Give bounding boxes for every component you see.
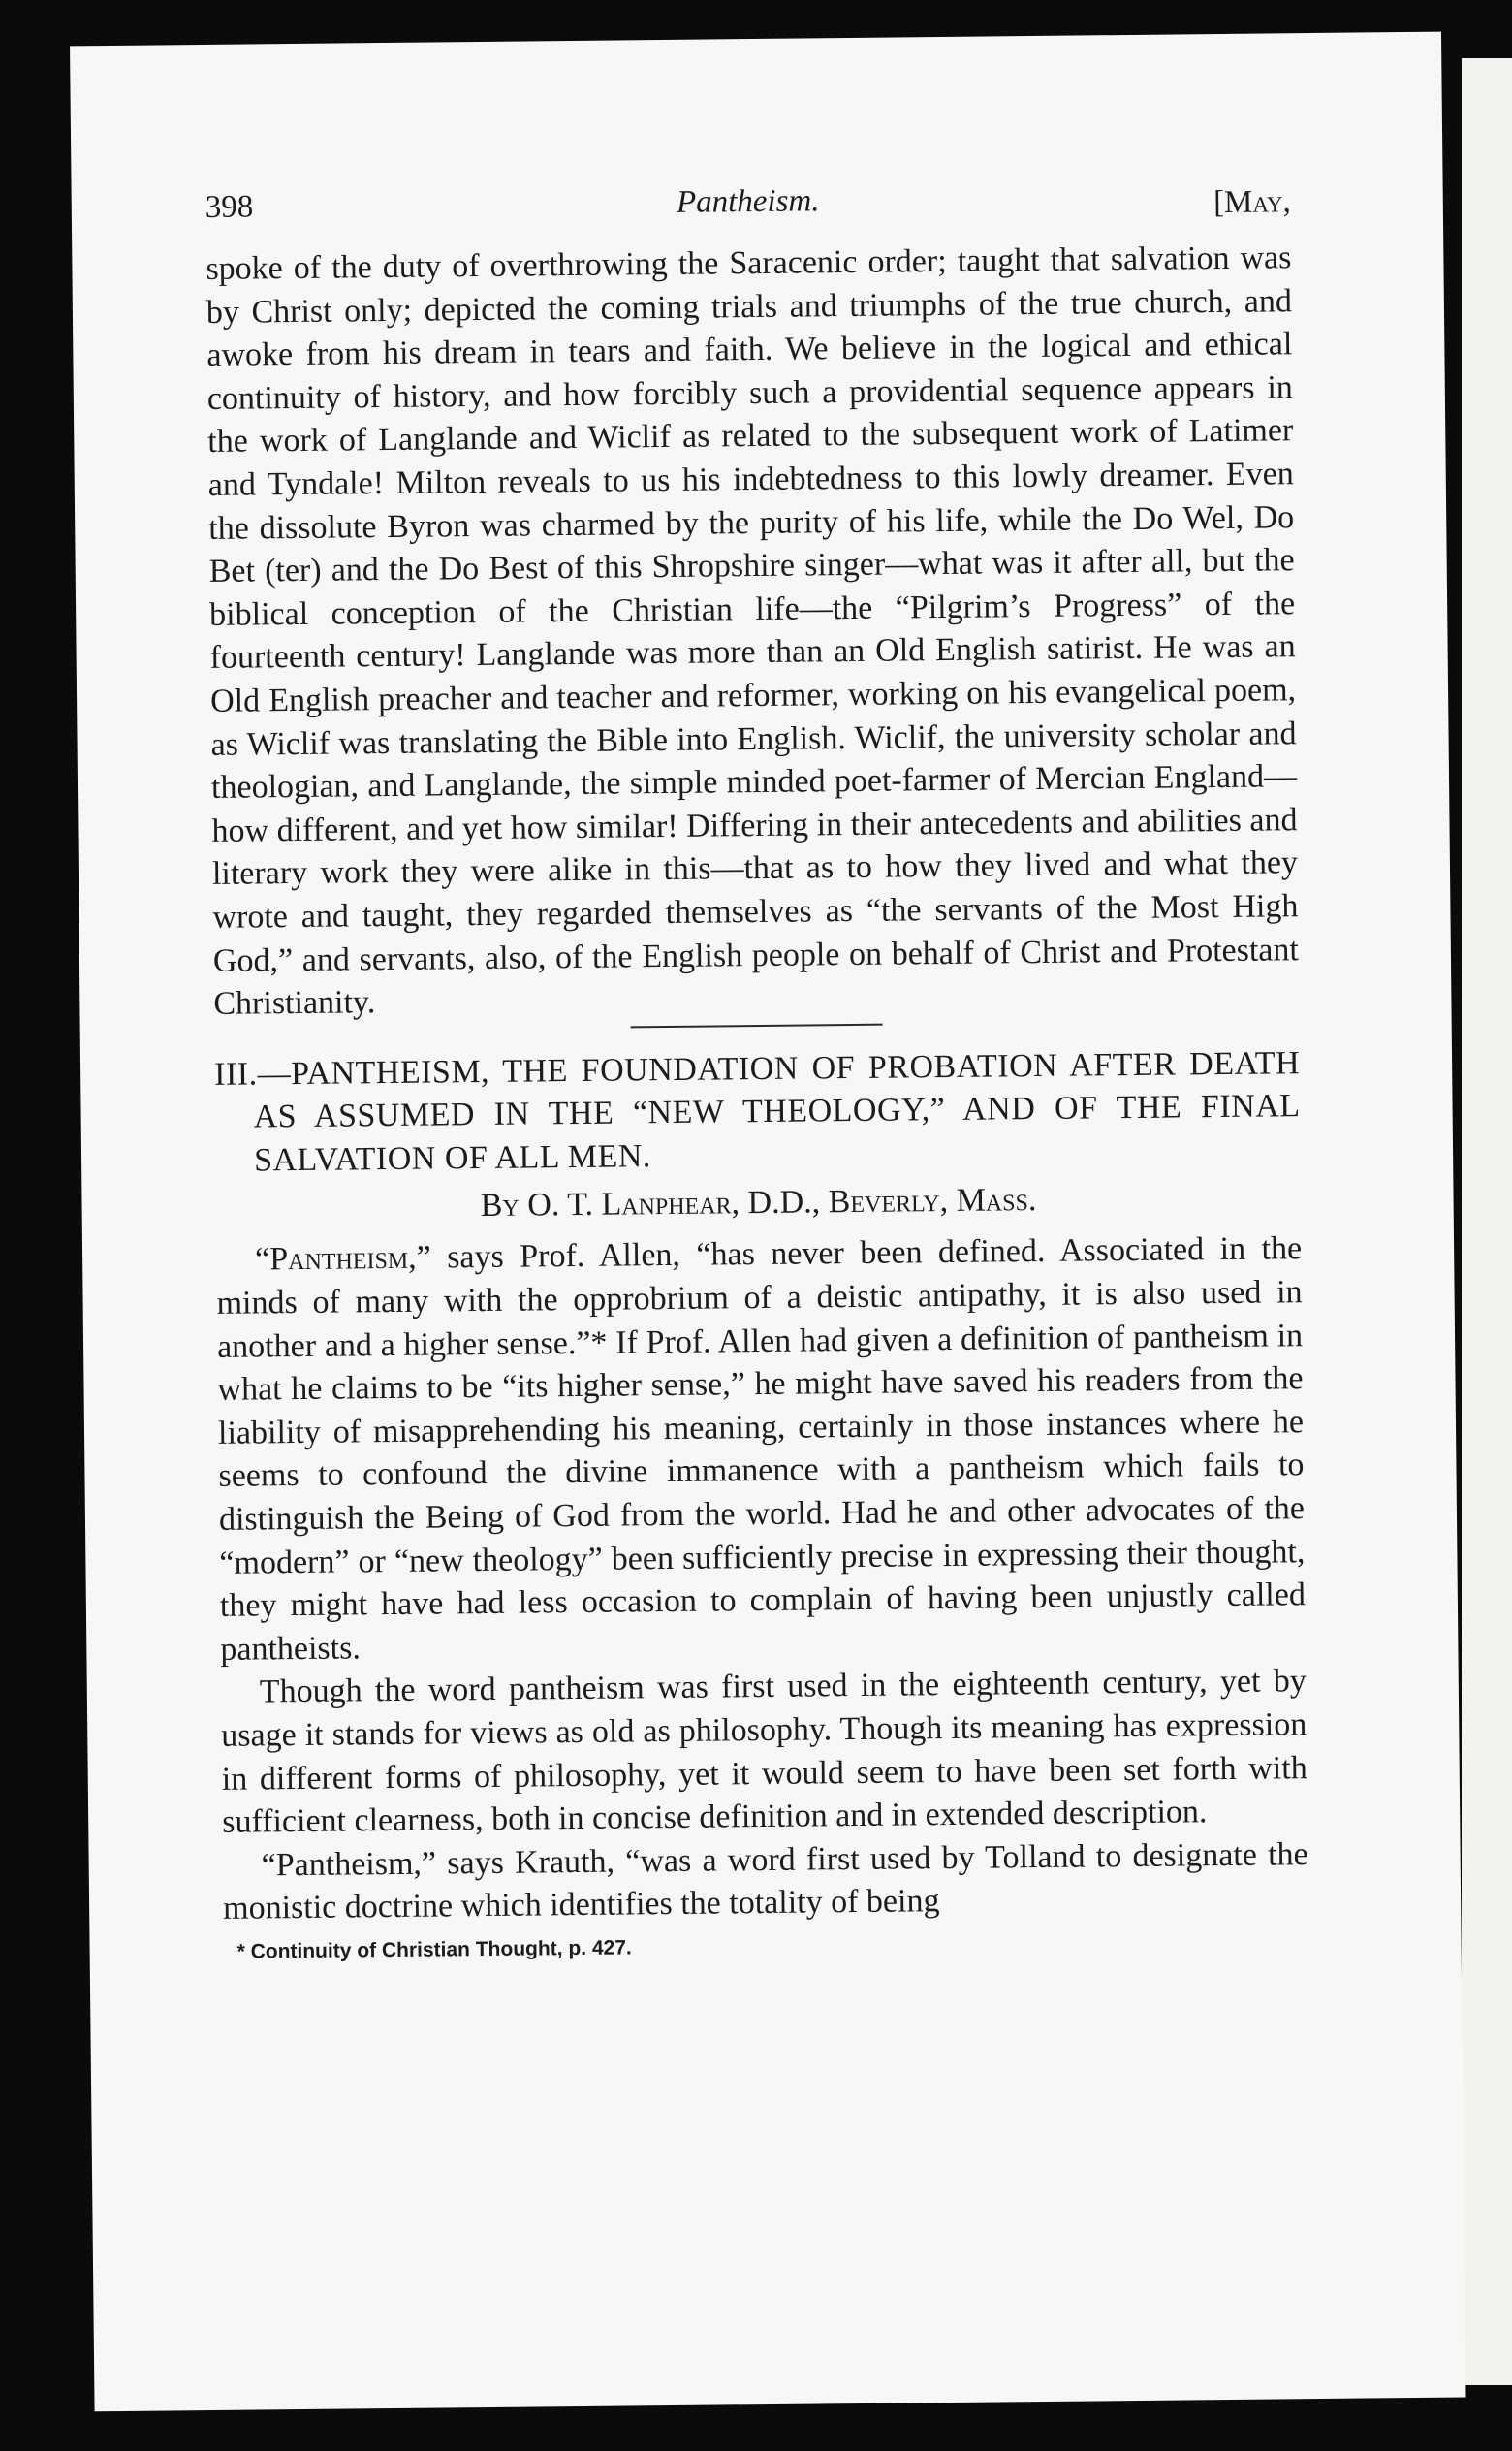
paragraph-continued: spoke of the duty of overthrowing the Saracenic order; taught that salvation was by Christ only; depicted the coming trials and triumphs of the true church, and awoke from his dream in tears and faith. We believe in the logical and ethical continuity of history, and how forcibly such a providential sequence appears in the work of Langlande and Wiclif as related to the subsequent work of Latimer and Tyndale! Milton reveals to us his indebtedness to this lowly dreamer. Even the dissolute Byron was charmed by the purity of his life, while the Do Wel, Do Bet (ter) and the Do Best of this Shropshire singer—what was it after all, but the biblical conception of the Christian life—the “Pilgrim’s Progress” of the fourteenth century! Langlande was more than an Old English satirist. He was an Old English preacher and teacher and reformer, working on his evangelical poem, as Wiclif was translating the Bible into English. Wiclif, the university scholar and theologian, and Langlande, the simple minded poet-farmer of Mercian England—how different, and yet how similar! Differing in their antecedents and abilities and literary work they were alike in this—that as to how they lived and what they wrote and taught, they regarded themselves as “the servants of the Most High God,” and servants, also, of the English people on behalf of Christ and Protestant Christianity. bbox=[205, 239, 1300, 1023]
article-body bbox=[205, 237, 1308, 1964]
author-byline: By O. T. Lanphear, D.D., Beverly, Mass. bbox=[480, 1182, 1037, 1225]
running-month: [May, bbox=[1213, 184, 1291, 221]
book-page bbox=[70, 32, 1465, 2412]
section-divider bbox=[631, 1023, 883, 1028]
running-header bbox=[205, 178, 1292, 248]
section-heading: III.—PANTHEISM, THE FOUNDATION OF PROBATION AFTER DEATH AS ASSUMED IN THE “NEW THEOLOGY,” AND OF THE FINAL SALVATION OF ALL MEN. bbox=[213, 1044, 1301, 1179]
running-title: Pantheism. bbox=[676, 183, 820, 220]
page-number: 398 bbox=[205, 189, 254, 225]
footnote: * Continuity of Christian Thought, p. 427. bbox=[236, 1936, 632, 1963]
paragraph-pantheism-definition bbox=[216, 1228, 1307, 1672]
paragraph-krauth-quote: “Pantheism,” says Krauth, “was a word first used by Tolland to designate the monistic doctrine which identifies the totality of being bbox=[222, 1835, 1308, 1927]
open-quote: “ bbox=[254, 1241, 270, 1278]
paragraph-word-history: Though the word pantheism was first used in the eighteenth century, yet by usage it stands for views as old as philosophy. Though its meaning has expression in different forms of philosophy, yet it would seem to have been set forth with sufficient clearness, both in concise definition and in extended description. bbox=[221, 1663, 1307, 1841]
paragraph-text: ” says Prof. Allen, “has never been defined. Associated in the minds of many with the opprobrium of a deistic antipathy, it is also used in another and a higher sense.”* If Prof. Allen had given a definition of pantheism in what he claims to be “its higher sense,” he might have saved his readers from the liability of misapprehending his meaning, certainly in those instances where he seems to confound the divine immanence with a pantheism which fails to distinguish the Being of God from the world. Had he and other advocates of the “modern” or “new theology” been sufficiently precise in expressing their thought, they might have had less occasion to complain of having been unjustly called pantheists. bbox=[216, 1230, 1307, 1668]
lead-word: Pantheism, bbox=[269, 1240, 417, 1278]
page-content bbox=[205, 178, 1309, 1964]
adjacent-page-edge bbox=[1462, 58, 1512, 2385]
